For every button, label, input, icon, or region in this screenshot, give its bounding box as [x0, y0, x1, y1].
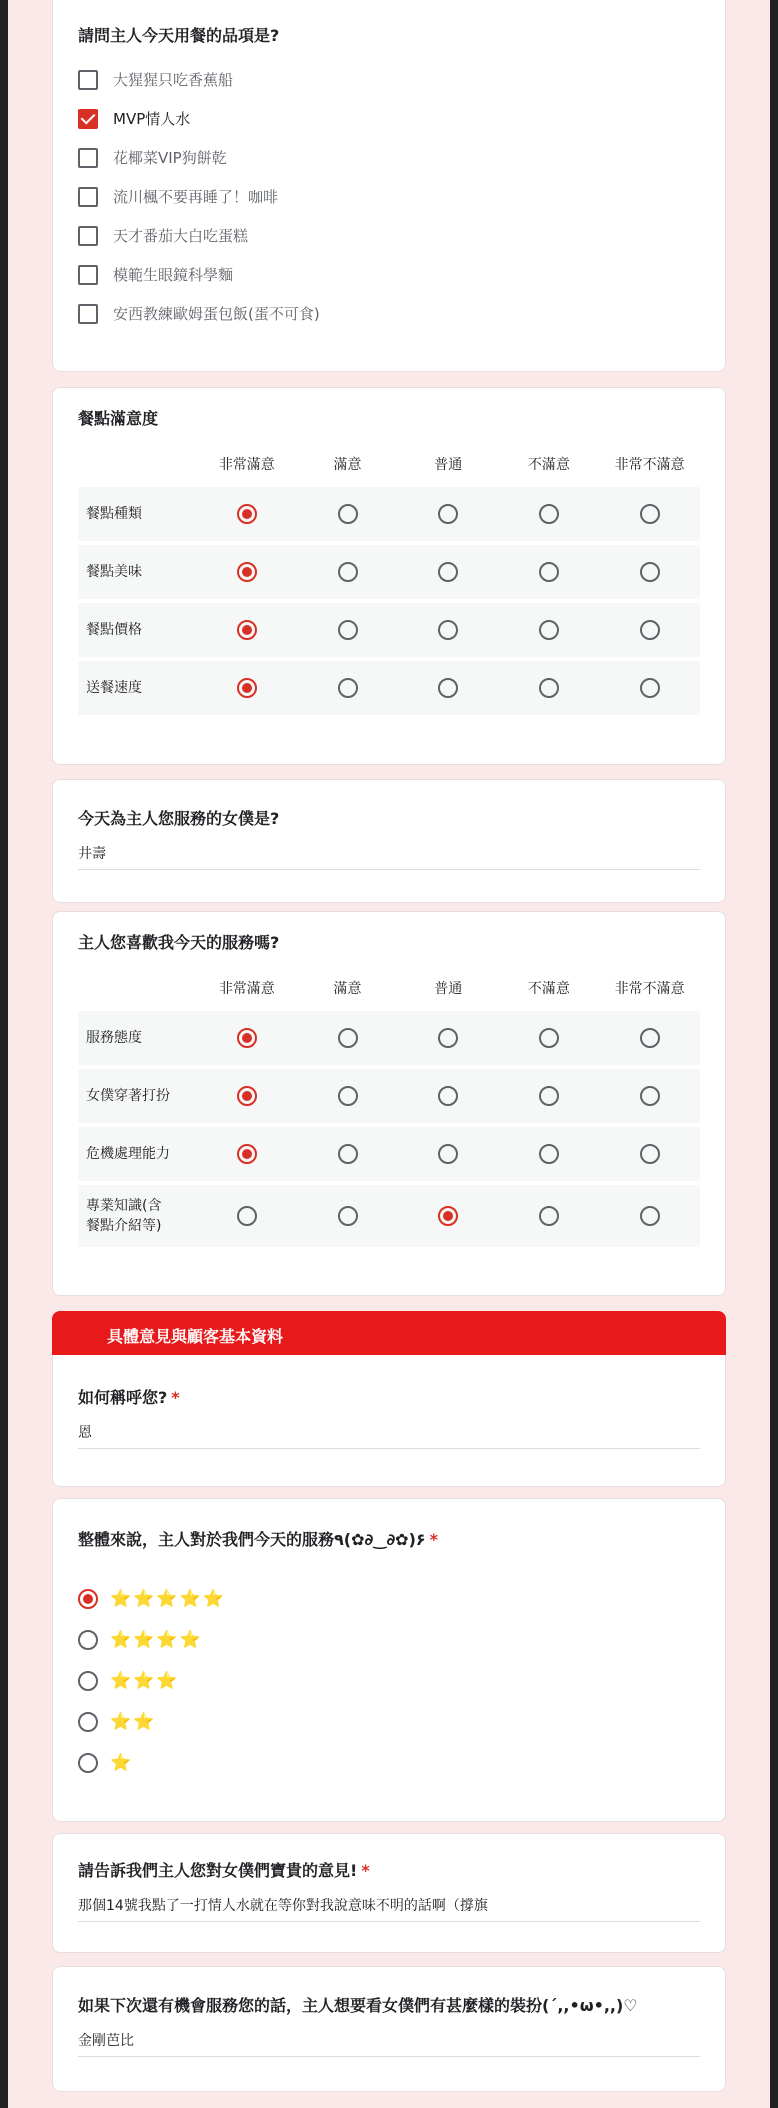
checkbox-option[interactable]: [78, 216, 700, 255]
costume-answer-field[interactable]: 金剛芭比: [78, 2030, 700, 2057]
radio-button[interactable]: [539, 504, 559, 524]
radio-button[interactable]: [438, 562, 458, 582]
radio-button[interactable]: [78, 1630, 98, 1650]
name-question-card: [52, 1355, 726, 1487]
grid-cell: [499, 678, 600, 698]
radio-button[interactable]: [338, 678, 358, 698]
grid-cell: [297, 1028, 398, 1048]
grid-cell: [599, 1206, 700, 1226]
right-border: [770, 0, 778, 2108]
radio-button[interactable]: [338, 620, 358, 640]
name-answer-field[interactable]: 恩: [78, 1422, 700, 1449]
question-title: [78, 1385, 700, 1408]
question-text: 整體來說，主人對於我們今天的服務٩(✿∂‿∂✿)۶: [78, 1530, 426, 1549]
radio-button[interactable]: [338, 1086, 358, 1106]
radio-button[interactable]: [237, 1086, 257, 1106]
radio-button[interactable]: [539, 620, 559, 640]
grid-column-label: 不滿意: [527, 457, 570, 473]
grid-cell: [599, 504, 700, 524]
grid-cell: [297, 1144, 398, 1164]
radio-button[interactable]: [78, 1589, 98, 1609]
grid-cell: [297, 678, 398, 698]
radio-button[interactable]: [78, 1712, 98, 1732]
grid-cell: [297, 1086, 398, 1106]
grid-column-label: 普通: [434, 981, 463, 997]
checkbox-label: 大猩猩只吃香蕉船: [113, 71, 234, 89]
grid-cell: [398, 1028, 499, 1048]
meal-question-card: [52, 0, 726, 372]
checkbox-option[interactable]: [78, 255, 700, 294]
checkbox[interactable]: [78, 70, 98, 90]
grid-column-label: 非常不滿意: [614, 457, 685, 473]
radio-button[interactable]: [640, 620, 660, 640]
grid-cell: [197, 1028, 298, 1048]
radio-button[interactable]: [438, 620, 458, 640]
grid-row-label: [78, 1196, 197, 1236]
radio-button[interactable]: [438, 678, 458, 698]
grid-column-label: 普通: [434, 457, 463, 473]
grid-row-label: 餐點價格: [86, 622, 142, 638]
grid-row: [78, 661, 700, 715]
rating-options: [78, 1578, 700, 1783]
question-title: [78, 1858, 700, 1881]
grid-cell: [197, 620, 298, 640]
rating-option[interactable]: [78, 1742, 700, 1783]
grid-cell: [499, 1206, 600, 1226]
grid-row: [78, 545, 700, 599]
radio-button[interactable]: [539, 1086, 559, 1106]
opinion-question-card: [52, 1833, 726, 1953]
radio-button[interactable]: [539, 1028, 559, 1048]
grid-column-label: 不滿意: [527, 981, 570, 997]
radio-button[interactable]: [640, 504, 660, 524]
satisfaction-grid: [78, 441, 700, 715]
star-rating-label: ⭐⭐⭐: [110, 1670, 180, 1691]
grid-row: [78, 1011, 700, 1065]
grid-cell: [197, 1206, 298, 1226]
star-rating-label: ⭐⭐⭐⭐⭐: [110, 1588, 226, 1609]
grid-row-label: 餐點種類: [86, 506, 142, 522]
grid-cell: [398, 620, 499, 640]
grid-row: [78, 487, 700, 541]
row-label-line: 餐點介紹等): [86, 1218, 162, 1234]
checkbox-list: [78, 60, 700, 333]
radio-button[interactable]: [237, 1028, 257, 1048]
question-title: 今天為主人您服務的女僕是?: [78, 809, 280, 828]
grid-row: [78, 1069, 700, 1123]
grid-cell: [197, 678, 298, 698]
grid-cell: [297, 504, 398, 524]
radio-button[interactable]: [640, 678, 660, 698]
radio-button[interactable]: [539, 678, 559, 698]
grid-row-label: 送餐速度: [86, 680, 142, 696]
grid-cell: [398, 1144, 499, 1164]
radio-button[interactable]: [640, 1028, 660, 1048]
grid-cell: [197, 504, 298, 524]
radio-button[interactable]: [338, 504, 358, 524]
radio-button[interactable]: [640, 562, 660, 582]
checkbox[interactable]: [78, 226, 98, 246]
radio-button[interactable]: [78, 1753, 98, 1773]
question-text: 請告訴我們主人您對女僕們寶貴的意見!: [78, 1861, 358, 1880]
grid-cell: [398, 562, 499, 582]
radio-button[interactable]: [438, 504, 458, 524]
checkbox-option[interactable]: [78, 99, 700, 138]
checkbox-label: 花椰菜VIP狗餅乾: [113, 149, 227, 167]
radio-button[interactable]: [338, 1028, 358, 1048]
checkbox-option[interactable]: [78, 60, 700, 99]
checkbox-label: 天才番茄大白吃蛋糕: [113, 227, 249, 245]
grid-cell: [398, 678, 499, 698]
checkbox-label: 安西教練歐姆蛋包飯(蛋不可食): [113, 305, 320, 323]
radio-button[interactable]: [438, 1086, 458, 1106]
star-rating-label: ⭐⭐⭐⭐: [110, 1629, 203, 1650]
checkbox-option[interactable]: [78, 138, 700, 177]
grid-header: [78, 965, 700, 1011]
grid-column-label: 滿意: [333, 981, 362, 997]
grid-cell: [499, 1144, 600, 1164]
checkbox[interactable]: [78, 109, 98, 129]
grid-row: [78, 1127, 700, 1181]
grid-row: [78, 603, 700, 657]
checkbox[interactable]: [78, 187, 98, 207]
service-grid: [78, 965, 700, 1247]
radio-button[interactable]: [78, 1671, 98, 1691]
required-mark: *: [171, 1388, 180, 1407]
meal-satisfaction-card: [52, 387, 726, 765]
section-header: 具體意見與顧客基本資料: [52, 1311, 726, 1359]
overall-rating-card: [52, 1498, 726, 1822]
question-title: 請問主人今天用餐的品項是?: [78, 26, 280, 45]
star-rating-label: ⭐: [110, 1752, 134, 1773]
grid-column-label: 非常滿意: [218, 457, 275, 473]
grid-row-label: 服務態度: [86, 1030, 142, 1046]
radio-button[interactable]: [539, 562, 559, 582]
question-title: 主人您喜歡我今天的服務嗎?: [78, 933, 280, 952]
left-border: [0, 0, 8, 2108]
radio-button[interactable]: [338, 1206, 358, 1226]
grid-cell: [599, 1086, 700, 1106]
grid-header: [78, 441, 700, 487]
rating-option[interactable]: [78, 1660, 700, 1701]
grid-cell: [599, 1028, 700, 1048]
rating-option[interactable]: [78, 1701, 700, 1742]
grid-cell: [499, 504, 600, 524]
radio-button[interactable]: [640, 1206, 660, 1226]
rating-option[interactable]: [78, 1578, 700, 1619]
grid-cell: [197, 1144, 298, 1164]
grid-column-label: 非常不滿意: [614, 981, 685, 997]
grid-cell: [197, 562, 298, 582]
radio-button[interactable]: [539, 1144, 559, 1164]
radio-button[interactable]: [237, 1144, 257, 1164]
question-title: 餐點滿意度: [78, 409, 159, 428]
checkbox-label: 流川楓不要再睡了！咖啡: [113, 188, 279, 206]
star-rating-label: ⭐⭐: [110, 1711, 157, 1732]
radio-button[interactable]: [338, 562, 358, 582]
grid-cell: [297, 562, 398, 582]
radio-button[interactable]: [237, 620, 257, 640]
checkbox-option[interactable]: [78, 294, 700, 333]
checkbox-label: 模範生眼鏡科學麵: [113, 266, 234, 284]
radio-button[interactable]: [438, 1206, 458, 1226]
checkbox-option[interactable]: [78, 177, 700, 216]
required-mark: *: [429, 1530, 439, 1549]
grid-cell: [499, 562, 600, 582]
radio-button[interactable]: [438, 1028, 458, 1048]
costume-question-card: [52, 1966, 726, 2092]
grid-column-label: 非常滿意: [218, 981, 275, 997]
checkbox[interactable]: [78, 148, 98, 168]
radio-button[interactable]: [237, 562, 257, 582]
grid-row-label: 女僕穿著打扮: [86, 1088, 170, 1104]
row-label-line: 專業知識(含: [86, 1198, 162, 1214]
required-mark: *: [361, 1861, 370, 1880]
grid-cell: [599, 1144, 700, 1164]
grid-cell: [297, 620, 398, 640]
radio-button[interactable]: [640, 1144, 660, 1164]
radio-button[interactable]: [237, 678, 257, 698]
maid-question-card: [52, 779, 726, 903]
radio-button[interactable]: [338, 1144, 358, 1164]
radio-button[interactable]: [237, 504, 257, 524]
grid-cell: [499, 1086, 600, 1106]
grid-cell: [398, 1206, 499, 1226]
grid-cell: [297, 1206, 398, 1226]
grid-row: [78, 1185, 700, 1247]
grid-cell: [599, 620, 700, 640]
grid-cell: [398, 1086, 499, 1106]
grid-cell: [499, 620, 600, 640]
grid-column-label: 滿意: [333, 457, 362, 473]
grid-cell: [499, 1028, 600, 1048]
question-text: 如何稱呼您?: [78, 1388, 168, 1407]
checkbox-label: MVP情人水: [113, 110, 191, 128]
grid-cell: [197, 1086, 298, 1106]
grid-cell: [599, 562, 700, 582]
question-title: [78, 1527, 700, 1550]
radio-button[interactable]: [237, 1206, 257, 1226]
checkbox[interactable]: [78, 304, 98, 324]
question-title: 如果下次還有機會服務您的話，主人想要看女僕們有甚麼樣的裝扮(´,,•ω•,,)♡: [78, 1996, 638, 2015]
opinion-answer-field[interactable]: 那個14號我點了一打情人水就在等你對我說意味不明的話啊（撐旗: [78, 1895, 700, 1922]
maid-answer-field[interactable]: 井壽: [78, 843, 700, 870]
radio-button[interactable]: [438, 1144, 458, 1164]
radio-button[interactable]: [539, 1206, 559, 1226]
checkbox[interactable]: [78, 265, 98, 285]
grid-row-label: 餐點美味: [86, 564, 142, 580]
grid-row-label: 危機處理能力: [86, 1146, 170, 1162]
rating-option[interactable]: [78, 1619, 700, 1660]
service-satisfaction-card: [52, 911, 726, 1296]
grid-cell: [398, 504, 499, 524]
grid-cell: [599, 678, 700, 698]
radio-button[interactable]: [640, 1086, 660, 1106]
